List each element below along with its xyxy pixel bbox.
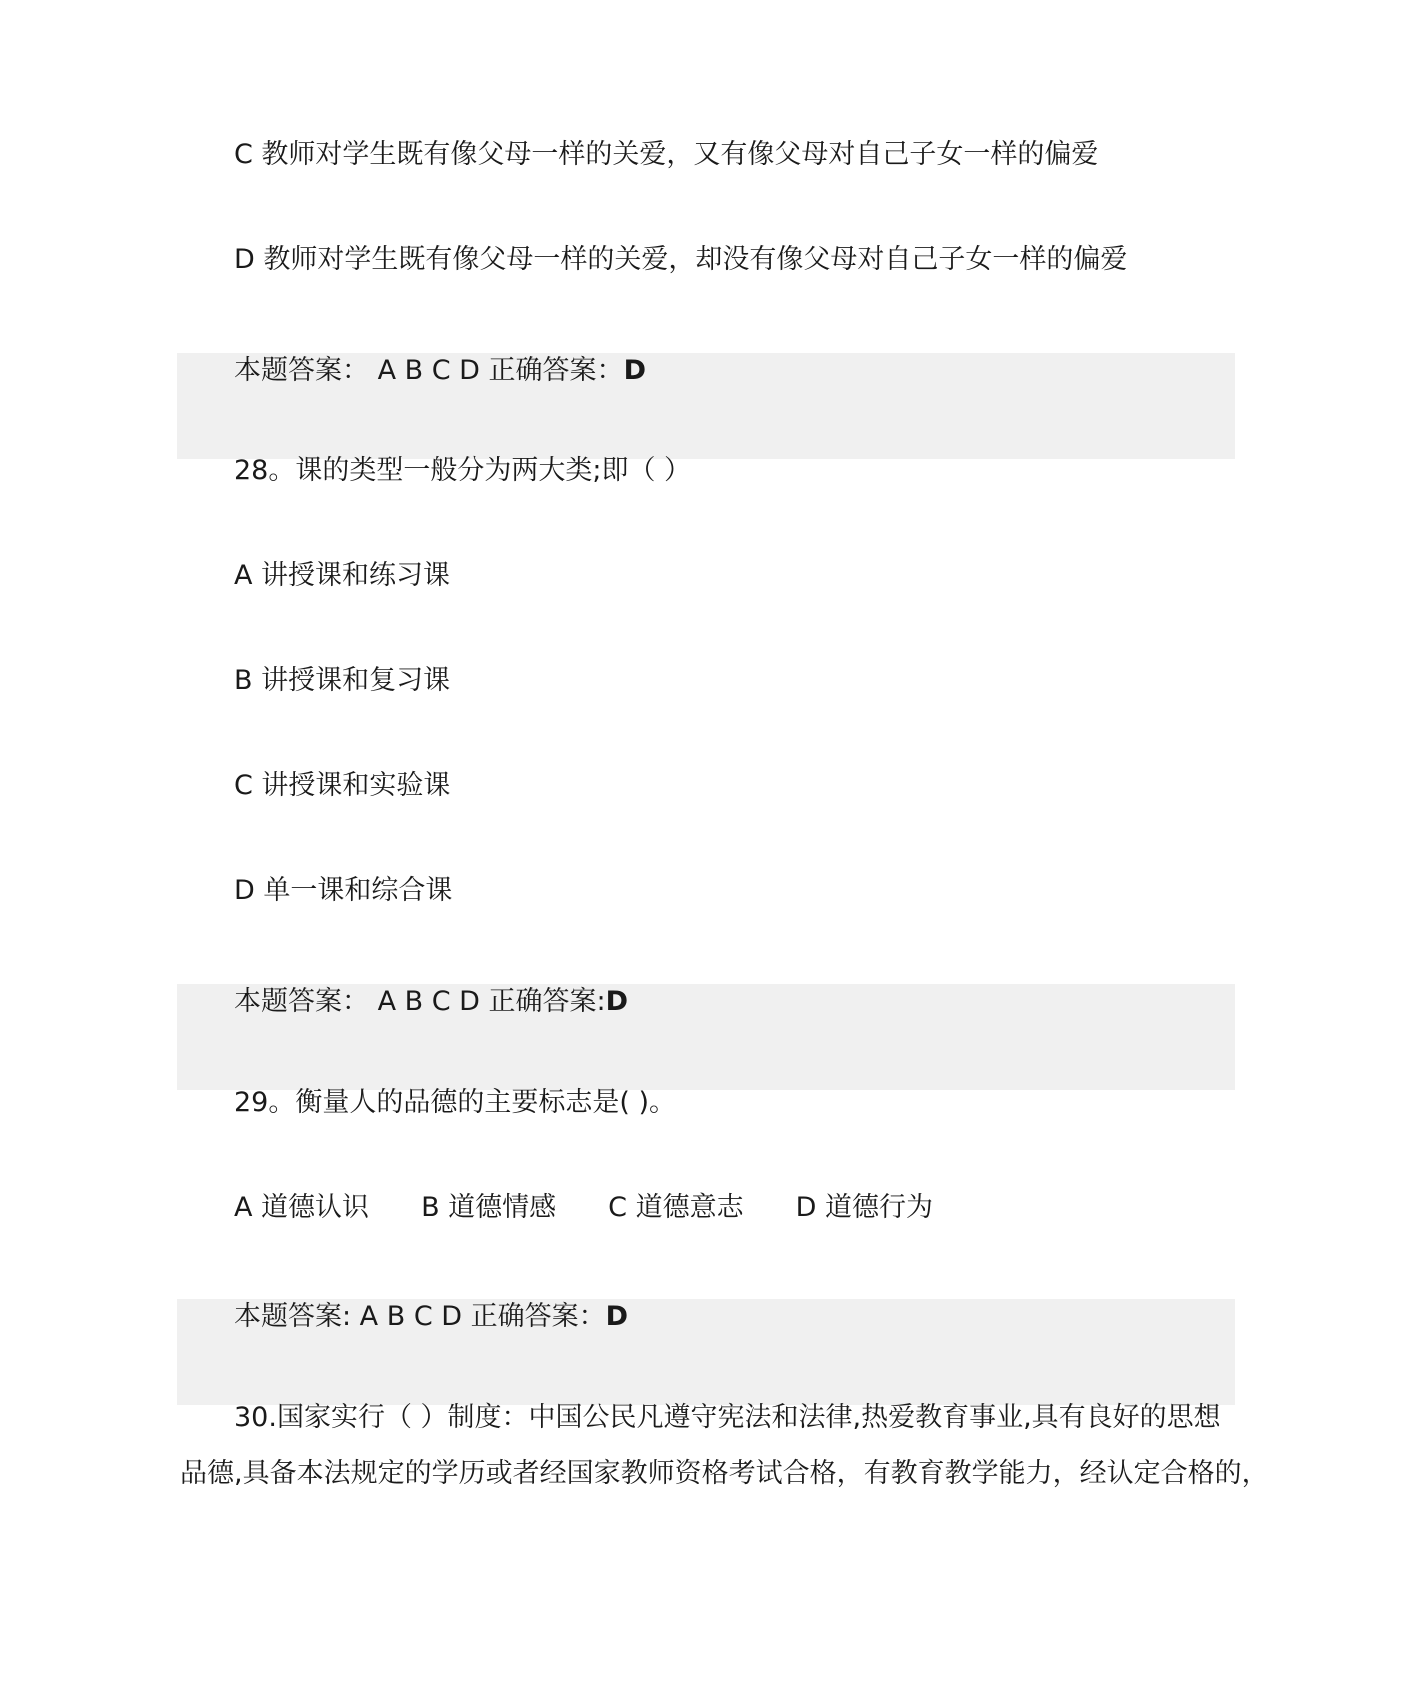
- q29-option-b: B 道德情感: [421, 1192, 557, 1223]
- q29-options-row: [234, 1190, 933, 1226]
- q28-question: 28。课的类型一般分为两大类;即（ ）: [234, 455, 692, 486]
- q30-question-line-1: 30.国家实行（ ）制度：中国公民凡遵守宪法和法律,热爱教育事业,具有良好的思想: [234, 1402, 1221, 1433]
- q28-answer-block: [177, 984, 1235, 1090]
- q28-option-c: C 讲授课和实验课: [234, 770, 451, 801]
- q27-option-c: C 教师对学生既有像父母一样的关爱，又有像父母对自己子女一样的偏爱: [234, 139, 1099, 170]
- q29-question: 29。衡量人的品德的主要标志是( )。: [234, 1087, 677, 1118]
- q29-option-c: C 道德意志: [608, 1192, 744, 1223]
- q28-answer-prefix: 本题答案： A B C D 正确答案:: [234, 986, 606, 1017]
- q29-option-a: A 道德认识: [234, 1192, 370, 1223]
- q27-correct-answer: D: [623, 355, 646, 386]
- q29-correct-answer: D: [605, 1301, 629, 1332]
- q27-answer-block: [177, 353, 1235, 459]
- q28-option-b: B 讲授课和复习课: [234, 665, 451, 696]
- q28-answer-line: [234, 984, 628, 1020]
- q29-answer-block: [177, 1299, 1235, 1405]
- q27-option-d: D 教师对学生既有像父母一样的关爱，却没有像父母对自己子女一样的偏爱: [234, 244, 1128, 275]
- q29-answer-line: [234, 1299, 628, 1335]
- q28-option-a: A 讲授课和练习课: [234, 560, 451, 591]
- q28-option-d: D 单一课和综合课: [234, 875, 453, 906]
- q27-answer-line: [234, 353, 646, 389]
- q27-answer-prefix: 本题答案： A B C D 正确答案：: [234, 355, 624, 386]
- q28-correct-answer: D: [605, 986, 629, 1017]
- q30-question-line-2: 品德,具备本法规定的学历或者经国家教师资格考试合格，有教育教学能力，经认定合格的，: [180, 1458, 1269, 1489]
- q29-answer-prefix: 本题答案: A B C D 正确答案：: [234, 1301, 606, 1332]
- q29-option-d: D 道德行为: [795, 1192, 933, 1223]
